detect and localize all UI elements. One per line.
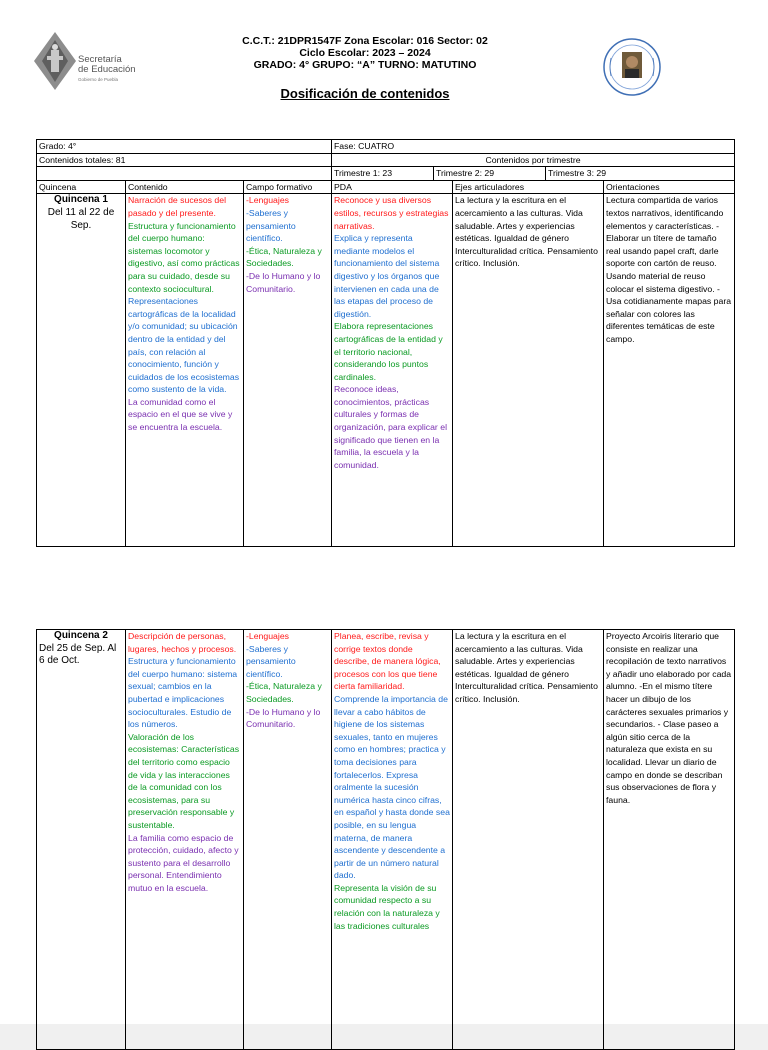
orientaciones-cell: Proyecto Arcoiris literario que consiste en realizar una recopilación de texto narrativos y añadir uno elaborado por cada alumno. -En el mismo títere hacer un dibujo de los carácteres sexuales primarios y secundarios. - Clase paseo a algún sitio cerca de la naturaleza que exista en su localidad. Llevar un diario de campo en donde se describan sus observaciones de flora y fauna. <box>604 630 735 1050</box>
contenido-lenguajes: Narración de sucesos del pasado y del presente. <box>128 195 227 218</box>
contenido-humano: La familia como espacio de protección, cuidado, afecto y sustento para el desarrollo personal. Entendimiento mutuo en la escuela. <box>128 832 239 893</box>
campo-cell <box>244 630 332 1050</box>
campo-lenguajes: -Lenguajes <box>246 195 289 206</box>
dosificacion-table-1 <box>36 139 735 547</box>
school-seal-icon <box>603 38 661 96</box>
campo-saberes: -Saberes y pensamiento científico. <box>246 207 296 244</box>
grado-cell: Grado: 4° <box>37 140 332 154</box>
pda-etica: Elabora representaciones cartográficas de la entidad y el territorio nacional, considerando los puntos cardinales. <box>334 321 443 382</box>
table-row <box>37 630 735 1050</box>
campo-cell <box>244 194 332 547</box>
logo-subtext: Gobierno de Puebla <box>78 77 119 82</box>
secretaria-educacion-logo <box>32 30 142 92</box>
header-campo: Campo formativo <box>244 180 332 194</box>
pda-lenguajes: Planea, escribe, revisa y corrige textos donde describe, de manera lógica, procesos con los que tiene cierta familiaridad. <box>334 631 441 692</box>
contenido-etica: Representaciones cartográficas de la localidad y/o comunidad; su ubicación dentro de la entidad y del país, con relación al conocimiento, función y cuidados de los ecosistemas como sustento de la vida. <box>128 296 240 395</box>
quincena-title: Quincena 1 <box>54 194 108 206</box>
quincena-cell <box>37 194 126 547</box>
quincena-title: Quincena 2 <box>54 630 108 641</box>
campo-humano: -De lo Humano y lo Comunitario. <box>246 270 321 294</box>
trimestre-2: Trimestre 2: 29 <box>434 167 546 180</box>
contenidos-por-trimestre-cell: Contenidos por trimestre <box>332 153 735 167</box>
campo-lenguajes: -Lenguajes <box>246 631 289 641</box>
orientaciones-cell: Lectura compartida de varios textos narrativos, identificando elementos y características. -Elaborar un títere de tamaño real usando papel craft, darle soporte con cartón de reuso. Usando material de reuso colocar el sistema digestivo. -Usa cotidianamente mapas para señalar con colores las diferentes temáticas de este campo. <box>604 194 735 547</box>
campo-saberes: -Saberes y pensamiento científico. <box>246 643 296 679</box>
pda-humano: Reconoce ideas, conocimientos, prácticas culturales y formas de organización, para explicar el significado que tienen en la familia, la escuela y la comunidad. <box>334 384 448 470</box>
pda-etica: Representa la visión de su comunidad respecto a su relación con la naturaleza y las tradiciones culturales <box>334 882 440 931</box>
header-quincena: Quincena <box>37 180 126 194</box>
logo-name <box>78 55 136 75</box>
logo-name-line1: Secretaría <box>78 54 122 65</box>
pda-lenguajes: Reconoce y usa diversos estilos, recursos y estrategias narrativas. <box>334 195 449 231</box>
pda-cell <box>332 194 453 547</box>
table-row <box>37 194 735 547</box>
header-contenido: Contenido <box>126 180 244 194</box>
header-ejes: Ejes articuladores <box>453 180 604 194</box>
school-header <box>160 35 570 71</box>
trimestre-3: Trimestre 3: 29 <box>548 168 607 179</box>
contenido-humano: La comunidad como el espacio en el que se vive y se encuentra la escuela. <box>128 396 233 433</box>
contenido-etica: Valoración de los ecosistemas: Características del territorio como espacio de vida y las interacciones de la comunidad con los ecosistemas, para su preservación responsable y sustentable. <box>128 731 240 830</box>
contenido-saberes: Estructura y funcionamiento del cuerpo humano: sistema sexual; cambios en la pubertad e implicaciones socioculturales. Estudio de los números. <box>128 656 238 730</box>
campo-etica: -Ética, Naturaleza y Sociedades. <box>246 681 322 704</box>
campo-humano: -De lo Humano y lo Comunitario. <box>246 706 321 730</box>
fase-cell: Fase: CUATRO <box>332 140 735 154</box>
contenido-cell <box>126 194 244 547</box>
quincena-cell <box>37 630 126 1050</box>
state-emblem-icon <box>32 30 78 92</box>
pda-cell <box>332 630 453 1050</box>
grado-line: GRADO: 4° GRUPO: “A” TURNO: MATUTINO <box>253 59 477 71</box>
header-orientaciones: Orientaciones <box>604 180 735 194</box>
contenido-lenguajes: Descripción de personas, lugares, hechos y procesos. <box>128 631 237 654</box>
quincena-dates: Del 11 al 22 de Sep. <box>47 206 115 231</box>
ejes-cell: La lectura y la escritura en el acercamiento a las culturas. Vida saludable. Artes y experiencias estéticas. Igualdad de género Interculturalidad crítica. Pensamiento crítico. Inclusión. <box>453 194 604 547</box>
contenidos-totales-cell: Contenidos totales: 81 <box>37 153 332 167</box>
trimestres-cell <box>332 167 735 181</box>
header-pda: PDA <box>332 180 453 194</box>
ciclo-line: Ciclo Escolar: 2023 – 2024 <box>299 47 431 59</box>
trimestre-1: Trimestre 1: 23 <box>332 167 434 180</box>
document-title: Dosificación de contenidos <box>280 86 450 101</box>
campo-etica: -Ética, Naturaleza y Sociedades. <box>246 245 322 269</box>
pda-saberes: Explica y representa mediante modelos el funcionamiento del sistema digestivo y los órganos que intervienen en cada una de las etapas del proceso de digestión. <box>334 233 440 319</box>
dosificacion-table-2 <box>36 629 735 1050</box>
logo-name-line2: de Educación <box>78 64 136 75</box>
contenido-saberes: Estructura y funcionamiento del cuerpo humano: sistemas locomotor y digestivo, así como prácticas para su cuidado, desde su contexto sociocultural. <box>128 220 240 294</box>
ejes-cell: La lectura y la escritura en el acercamiento a las culturas. Vida saludable. Artes y experiencias estéticas. Igualdad de género Interculturalidad crítica. Pensamiento crítico. Inclusión. <box>453 630 604 1050</box>
blank-cell <box>37 167 332 181</box>
contenido-cell <box>126 630 244 1050</box>
pda-saberes: Comprende la importancia de llevar a cabo hábitos de higiene de los sistemas sexuales, tanto en mujeres como en hombres; practica y toma decisiones para fortalecerlos. Expresa oralmente la sucesión numérica hasta cinco cifras, en español y hasta donde sea posible, en su lengua materna, de manera ascendente y descendente a partir de un número natural dado. <box>334 693 450 881</box>
cct-line: C.C.T.: 21DPR1547F Zona Escolar: 016 Sector: 02 <box>242 35 488 47</box>
quincena-dates: Del 25 de Sep. Al 6 de Oct. <box>39 642 117 667</box>
